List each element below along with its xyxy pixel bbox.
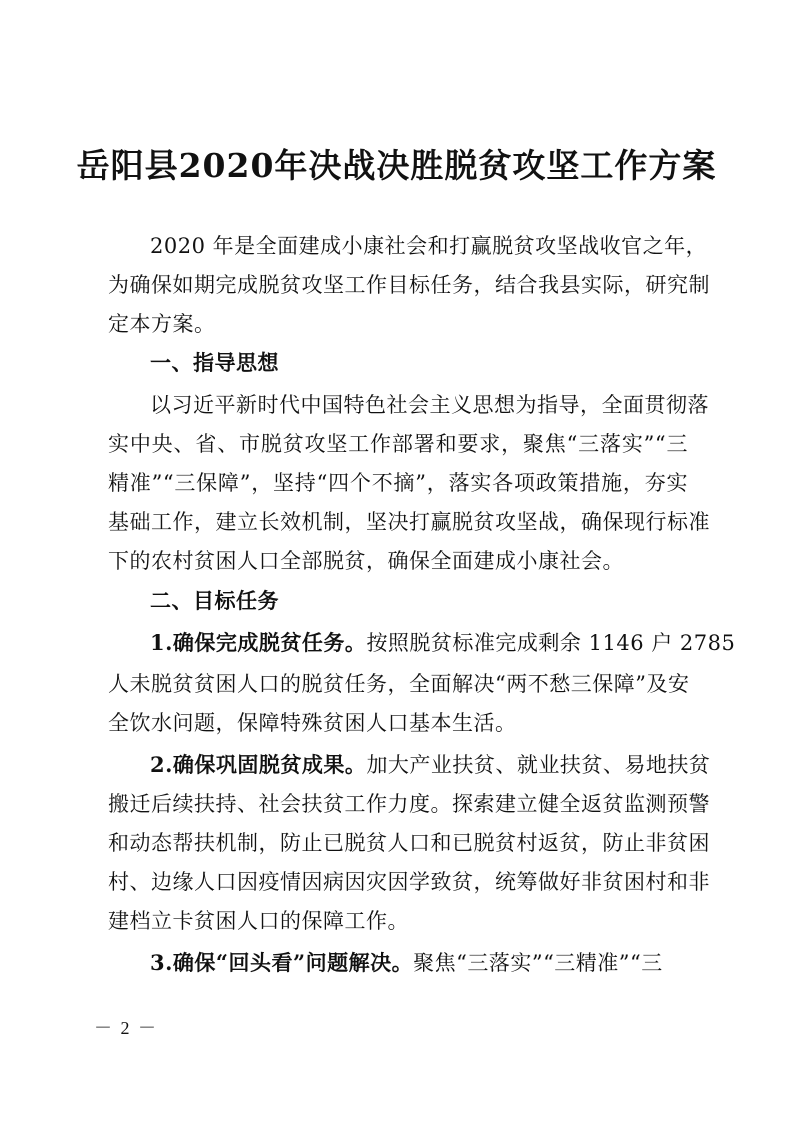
item2-line-3: 和动态帮扶机制，防止已脱贫人口和已脱贫村返贫，防止非贫困	[108, 831, 710, 855]
section1-line-3: 精准”“三保障”，坚持“四个不摘”，落实各项政策措施，夯实	[108, 471, 688, 495]
intro-line-2: 为确保如期完成脱贫攻坚工作目标任务，结合我县实际，研究制	[108, 273, 710, 297]
section1-line-5: 下的农村贫困人口全部脱贫，确保全面建成小康社会。	[108, 549, 624, 573]
item2-first-line	[150, 751, 711, 779]
intro-line-1: 2020 年是全面建成小康社会和打赢脱贫攻坚战收官之年，	[150, 234, 708, 258]
item2-line-2: 搬迁后续扶持、社会扶贫工作力度。探索建立健全返贫监测预警	[108, 792, 710, 816]
item1-lead: 1.确保完成脱贫任务。	[150, 630, 367, 655]
item2-lead: 2.确保巩固脱贫成果。	[150, 752, 367, 777]
document-title: 岳阳县2020年决战决胜脱贫攻坚工作方案	[76, 146, 717, 185]
intro-line-3: 定本方案。	[108, 312, 216, 336]
item3-first-rest: 聚焦“三落实”“三精准”“三	[413, 951, 663, 975]
section1-line-1: 以习近平新时代中国特色社会主义思想为指导，全面贯彻落	[150, 393, 709, 417]
item2-first-rest: 加大产业扶贫、就业扶贫、易地扶贫	[366, 753, 711, 777]
item2-line-5: 建档立卡贫困人口的保障工作。	[108, 909, 409, 933]
item1-line-3: 全饮水问题，保障特殊贫困人口基本生活。	[108, 711, 517, 735]
item3-first-line	[150, 949, 688, 977]
section-heading-guiding-thought: 一、指导思想	[150, 351, 279, 375]
item1-first-rest: 按照脱贫标准完成剩余 1146 户 2785	[366, 631, 736, 655]
section1-line-2: 实中央、省、市脱贫攻坚工作部署和要求，聚焦“三落实”“三	[108, 432, 688, 456]
section1-line-4: 基础工作，建立长效机制，坚决打赢脱贫攻坚战，确保现行标准	[108, 510, 710, 534]
item1-first-line	[150, 629, 736, 657]
item3-lead: 3.确保“回头看”问题解决。	[150, 950, 414, 975]
section-heading-goals: 二、目标任务	[150, 589, 279, 613]
page-number: － 2 －	[94, 1018, 158, 1038]
item1-line-2: 人未脱贫贫困人口的脱贫任务，全面解决“两不愁三保障”及安	[108, 672, 690, 696]
item2-line-4: 村、边缘人口因疫情因病因灾因学致贫，统筹做好非贫困村和非	[108, 870, 710, 894]
